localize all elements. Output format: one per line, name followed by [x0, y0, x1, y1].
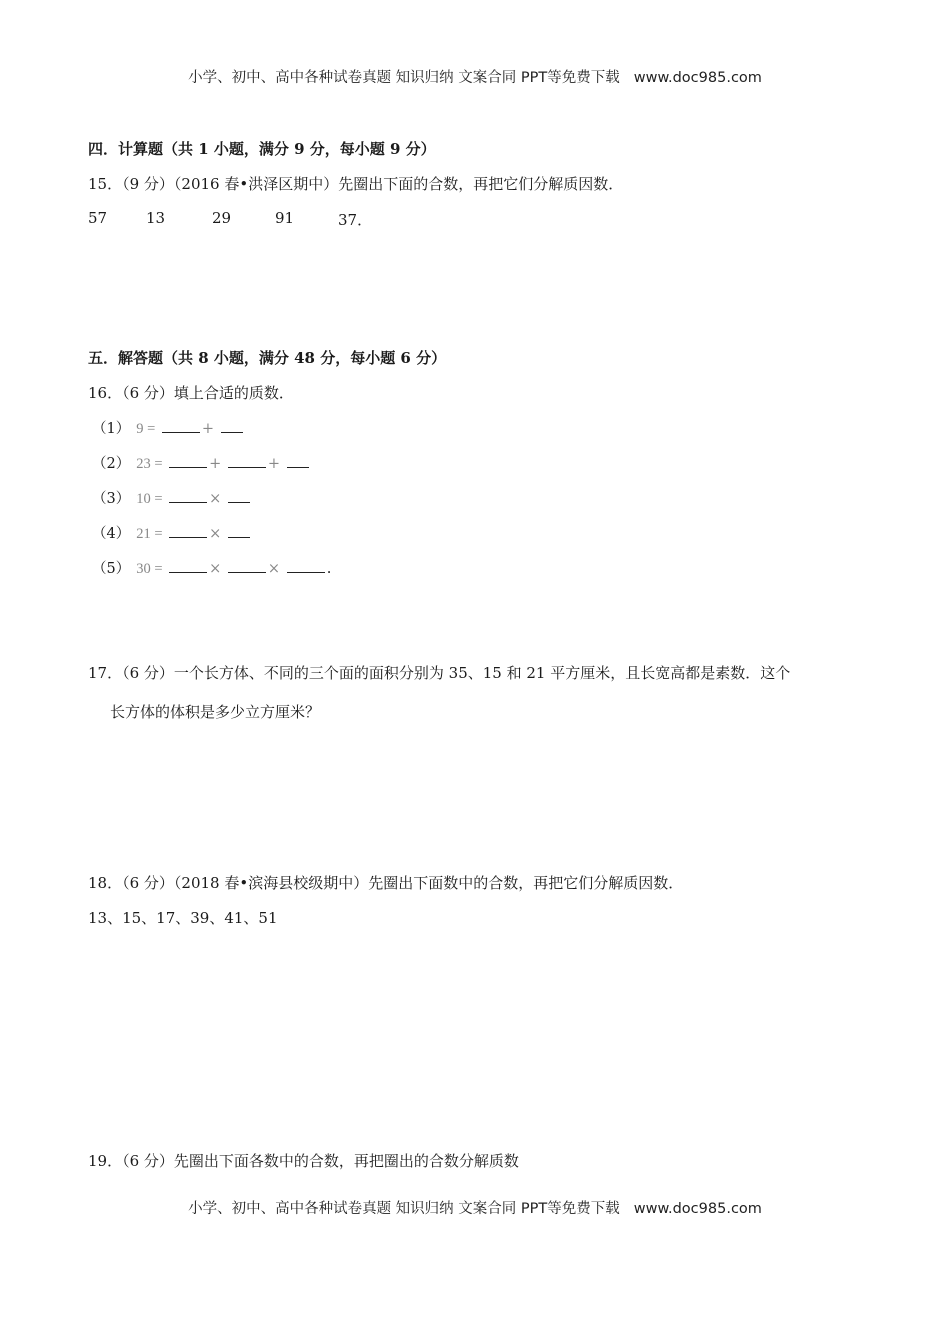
operator: ×	[209, 526, 222, 542]
item-expression: 9 =	[136, 421, 156, 437]
page-header	[0, 66, 950, 87]
footer-text: 小学、初中、高中各种试卷真题 知识归纳 文案合同 PPT等免费下载	[188, 1201, 620, 1217]
section-4-title: 四．计算题（共 1 小题，满分 9 分，每小题 9 分）	[88, 140, 436, 158]
item-label: （1）	[92, 421, 131, 437]
item-label: （4）	[92, 526, 131, 542]
number-item: 13	[146, 209, 166, 227]
operator: ×	[267, 561, 281, 577]
operator: ×	[209, 561, 222, 577]
item-expression: 30 =	[136, 561, 163, 577]
item-expression: 10 =	[136, 491, 163, 507]
header-site: www.doc985.com	[633, 70, 762, 86]
number-item: 57	[88, 209, 108, 227]
question-15: 15．（9 分）（2016 春•洪泽区期中）先圈出下面的合数，再把它们分解质因数．	[88, 175, 624, 193]
answer-blank[interactable]	[169, 560, 207, 573]
question-19: 19．（6 分）先圈出下面各数中的合数，再把圈出的合数分解质数	[88, 1152, 519, 1170]
question-16-item-3	[92, 487, 252, 508]
page-footer	[0, 1197, 950, 1218]
question-16-item-1	[92, 417, 245, 438]
item-label: （5）	[92, 561, 131, 577]
question-18-numbers: 13、15、17、39、41、51	[88, 909, 278, 927]
operator: ×	[209, 491, 222, 507]
number-item: 37．	[338, 211, 373, 229]
operator: +	[201, 421, 215, 437]
question-17-line-2: 长方体的体积是多少立方厘米？	[110, 703, 321, 721]
operator: +	[209, 456, 222, 472]
item-expression: 23 =	[136, 456, 163, 472]
footer-site: www.doc985.com	[633, 1201, 762, 1217]
answer-blank[interactable]	[169, 525, 207, 538]
question-16-item-2	[92, 452, 311, 473]
question-16-item-4	[92, 522, 252, 543]
item-expression: 21 =	[136, 526, 163, 542]
answer-blank[interactable]	[228, 560, 266, 573]
header-text: 小学、初中、高中各种试卷真题 知识归纳 文案合同 PPT等免费下载	[188, 70, 620, 86]
answer-blank[interactable]	[162, 420, 200, 433]
answer-blank[interactable]	[228, 455, 266, 468]
answer-blank[interactable]	[228, 525, 250, 538]
number-item: 29	[212, 209, 232, 227]
section-5-title: 五．解答题（共 8 小题，满分 48 分，每小题 6 分）	[88, 349, 447, 367]
answer-blank[interactable]	[169, 455, 207, 468]
item-label: （3）	[92, 491, 131, 507]
answer-blank[interactable]	[221, 420, 243, 433]
operator: +	[267, 456, 281, 472]
item-end-mark: .	[326, 561, 332, 577]
question-17-line-1: 17．（6 分）一个长方体、不同的三个面的面积分别为 35、15 和 21 平方厘米，且长宽高都是素数．这个	[88, 664, 791, 682]
answer-blank[interactable]	[287, 455, 309, 468]
question-16-item-5	[92, 557, 331, 578]
question-18: 18．（6 分）（2018 春•滨海县校级期中）先圈出下面数中的合数，再把它们分解质因数．	[88, 874, 684, 892]
answer-blank[interactable]	[228, 490, 250, 503]
item-label: （2）	[92, 456, 131, 472]
answer-blank[interactable]	[169, 490, 207, 503]
answer-blank[interactable]	[287, 560, 325, 573]
number-item: 91	[275, 209, 295, 227]
question-16: 16．（6 分）填上合适的质数．	[88, 384, 294, 402]
